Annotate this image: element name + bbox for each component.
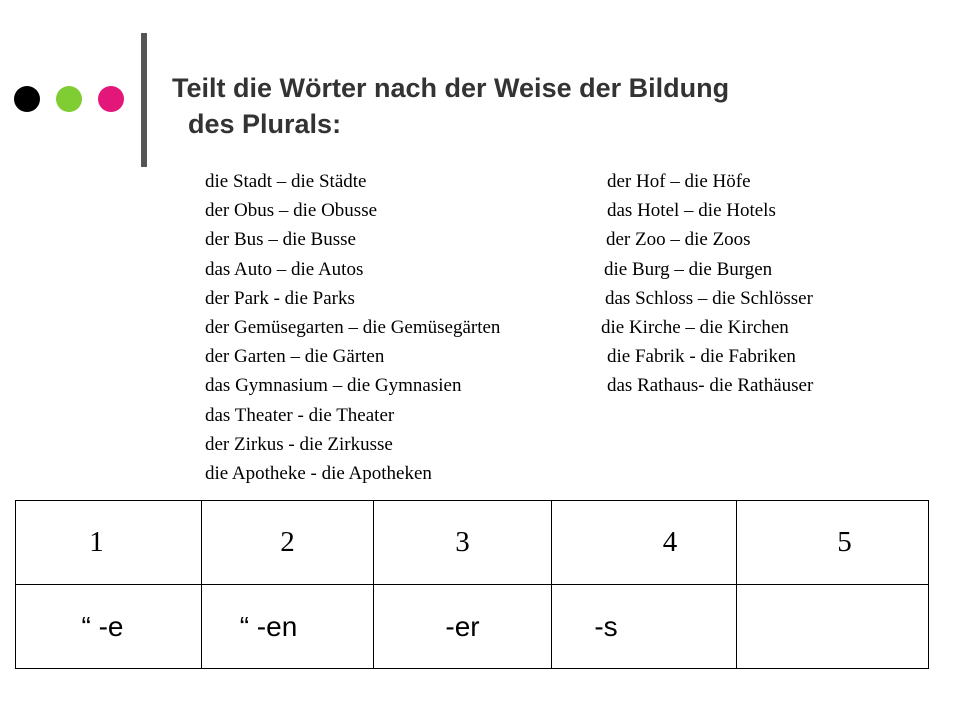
word-row [205,371,925,400]
word-pair-left: der Obus – die Obusse [205,200,378,222]
title-line-1: Teilt die Wörter nach der Weise der Bildung [172,73,730,103]
plural-ending-cell[interactable] [202,585,374,669]
title-line-2: des Plurals: [188,109,342,139]
word-pair-left: die Stadt – die Städte [205,171,367,192]
word-row [205,313,925,342]
group-number-cell [202,501,374,585]
group-number-cell [16,501,202,585]
word-pair-left: das Gymnasium – die Gymnasien [205,375,462,397]
group-number: 5 [837,526,852,558]
plural-ending: “ -e [81,610,124,642]
plural-ending: “ -en [239,610,298,642]
plural-ending: -s [594,610,618,642]
word-pair-left: der Park - die Parks [205,287,355,309]
black-dot [14,86,40,112]
pink-dot [98,86,124,112]
plural-ending-cell[interactable] [16,585,202,669]
title-divider-bar [141,33,147,167]
word-pair-left: der Zirkus - die Zirkusse [205,433,393,455]
word-pair-right: das Rathaus- die Rathäuser [607,375,814,397]
word-pair-left: der Gemüsegarten – die Gemüsegärten [205,316,501,338]
decorative-dots [14,86,126,114]
word-row [205,255,925,284]
word-list [205,167,925,488]
word-pair-right: der Hof – die Höfe [607,171,751,192]
word-row [205,401,925,430]
word-row [205,196,925,225]
plural-ending-cell[interactable] [374,585,552,669]
word-pair-left: die Apotheke - die Apotheken [205,462,432,484]
word-pair-left: das Auto – die Autos [205,258,364,280]
plural-ending-cell[interactable] [737,585,929,669]
word-pair-right: der Zoo – die Zoos [606,229,751,251]
plural-ending: -er [445,610,480,642]
word-row [205,342,925,371]
word-pair-right: die Fabrik - die Fabriken [607,346,796,368]
plural-classification-table [15,500,929,669]
word-row [205,430,925,459]
group-number: 4 [662,526,678,558]
word-pair-left: der Garten – die Gärten [205,346,385,368]
group-number: 2 [280,526,295,558]
group-number-cell [737,501,929,585]
group-number-cell [374,501,552,585]
word-pair-right: die Burg – die Burgen [604,258,773,280]
group-number: 1 [89,526,104,558]
slide-title [172,70,932,142]
word-row [205,284,925,313]
table-row-numbers [16,501,929,585]
plural-ending-cell[interactable] [552,585,737,669]
table-row-endings [16,585,929,669]
group-number: 3 [455,526,470,558]
word-pair-right: die Kirche – die Kirchen [601,316,789,338]
group-number-cell [552,501,737,585]
word-pair-right: das Hotel – die Hotels [607,200,776,222]
word-pair-right: das Schloss – die Schlösser [605,287,813,309]
word-row [205,225,925,254]
green-dot [56,86,82,112]
word-pair-left: das Theater - die Theater [205,404,395,426]
word-row [205,167,925,196]
word-pair-left: der Bus – die Busse [205,229,356,251]
word-row [205,459,925,488]
